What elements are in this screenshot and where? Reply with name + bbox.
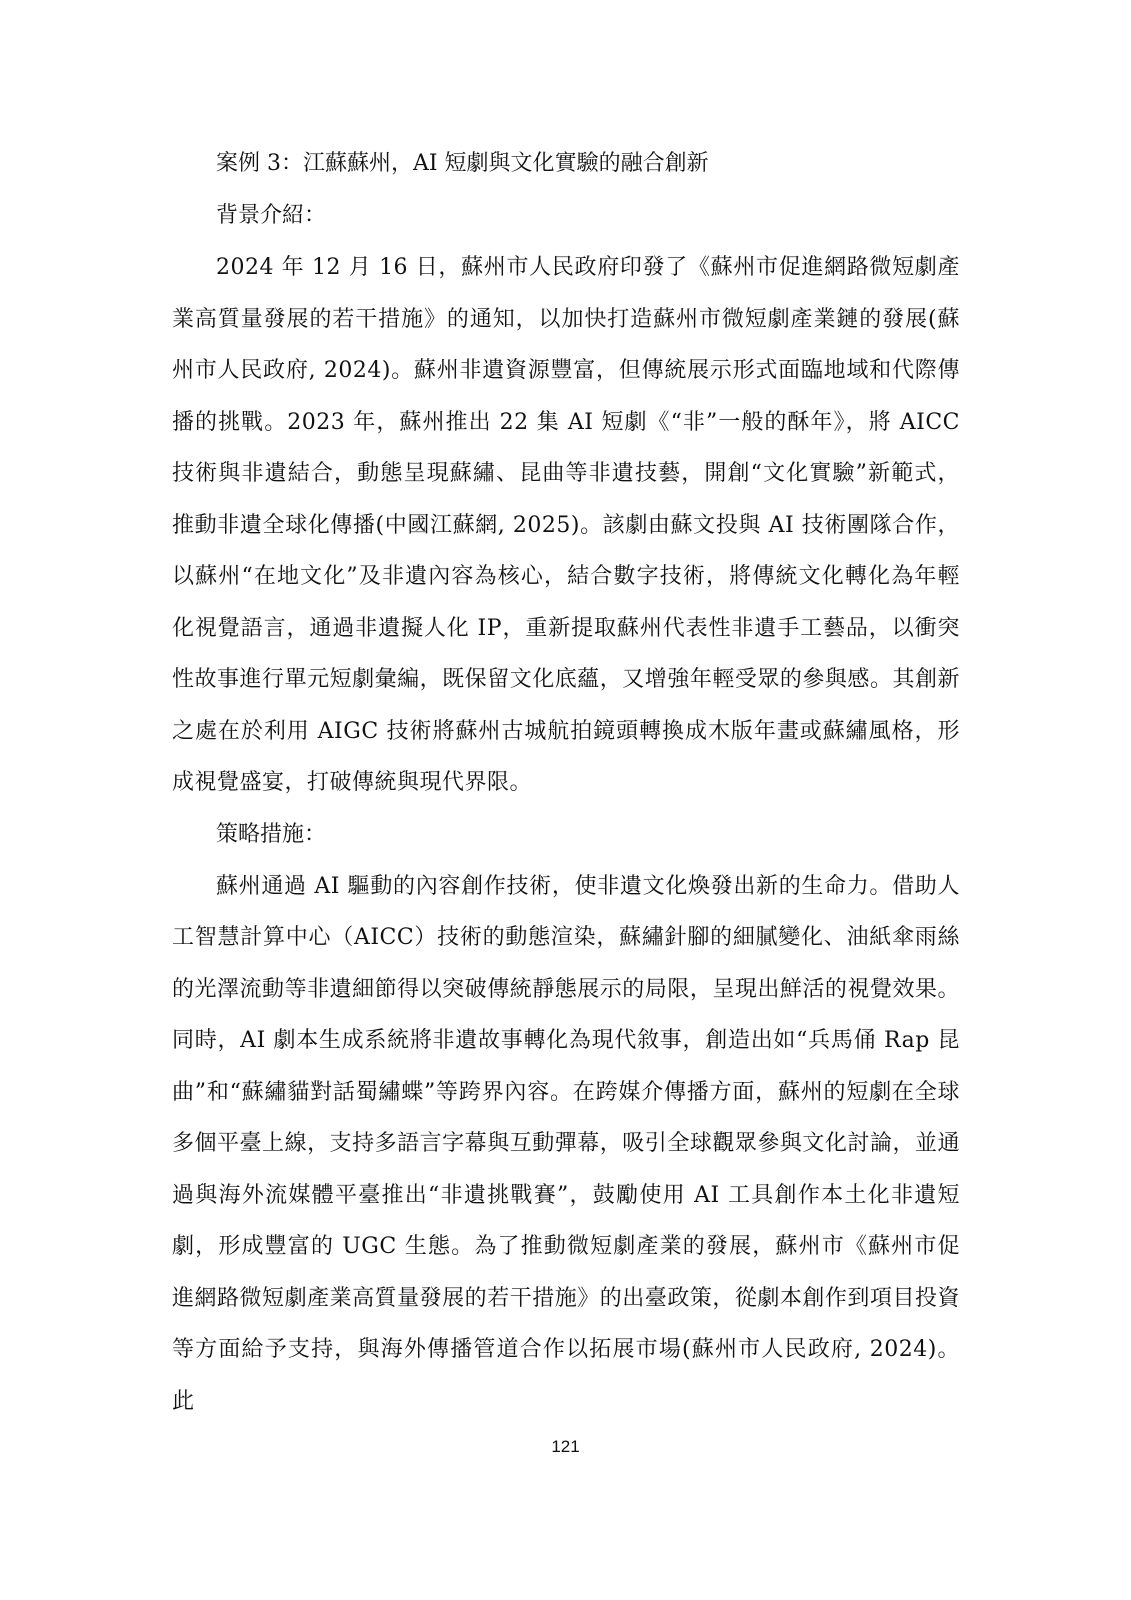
strategy-heading: 策略措施： [216,821,327,847]
background-heading: 背景介紹： [216,203,327,228]
background-paragraph: 2024 年 12 月 16 日，蘇州市人民政府印發了《蘇州市促進網路微短劇產業高質量發展的若干措施》的通知，以加快打造蘇州市微短劇產業鏈的發展(蘇州市人民政府, 2024)。蘇州非遺資源豐富，但傳統展示形式面臨地域和代際傳播的挑戰。2023 年，蘇州推出 22 集 AI 短劇《“非”一般的酥年》，將 AICC 技術與非遺結合，動態呈現蘇繡、昆曲等非遺技藝，開創“文化實驗”新範式，推動非遺全球化傳播(中國江蘇網, 2025)。該劇由蘇文投與 AI 技術團隊合作，以蘇州“在地文化”及非遺內容為核心，結合數字技術，將傳統文化轉化為年輕化視覺語言，通過非遺擬人化 IP，重新提取蘇州代表性非遺手工藝品，以衝突性故事進行單元短劇彙編，既保留文化底蘊，又增強年輕受眾的參與感。其創新之處在於利用 AIGC 技術將蘇州古城航拍鏡頭轉換成木版年畫或蘇繡風格，形成視覺盛宴，打破傳統與現代界限。 [172,255,960,795]
strategy-paragraph: 蘇州通過 AI 驅動的內容創作技術，使非遺文化煥發出新的生命力。借助人工智慧計算中心（AICC）技術的動態渲染，蘇繡針腳的細膩變化、油紙傘雨絲的光澤流動等非遺細節得以突破傳統靜態展示的局限，呈現出鮮活的視覺效果。同時，AI 劇本生成系統將非遺故事轉化為現代敘事，創造出如“兵馬俑 Rap 昆曲”和“蘇繡貓對話蜀繡蝶”等跨界內容。在跨媒介傳播方面，蘇州的短劇在全球多個平臺上線，支持多語言字幕與互動彈幕，吸引全球觀眾參與文化討論，並通過與海外流媒體平臺推出“非遺挑戰賽”，鼓勵使用 AI 工具創作本土化非遺短劇，形成豐富的 UGC 生態。為了推動微短劇產業的發展，蘇州市《蘇州市促進網路微短劇產業高質量發展的若干措施》的出臺政策，從劇本創作到項目投資等方面給予支持，與海外傳播管道合作以拓展市場(蘇州市人民政府, 2024)。此 [172,873,960,1414]
page-body [172,138,960,1427]
case-title: 案例 3：江蘇蘇州，AI 短劇與文化實驗的融合創新 [216,151,709,176]
page-number: 121 [551,1437,580,1456]
